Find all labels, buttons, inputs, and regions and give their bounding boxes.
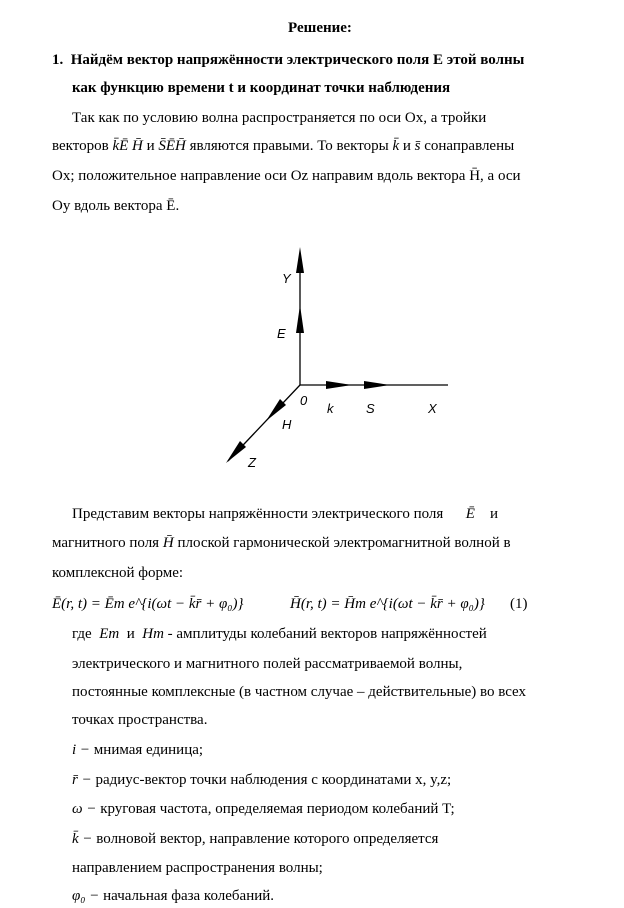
- e-arrowhead: [296, 305, 304, 333]
- label-h: H: [282, 417, 292, 432]
- label-origin: 0: [300, 393, 308, 408]
- para1-line2: векторов k̄Ē H̄ и S̄ĒH̄ являются правыми. То векторы k̄ и s̄ сонаправлены: [52, 138, 515, 154]
- para2-line1: Представим векторы напряжённости электрического поля Ē и: [72, 506, 498, 522]
- def-omega: ω − круговая частота, определяемая периодом колебаний T;: [72, 801, 455, 817]
- label-e: E: [277, 326, 286, 341]
- label-z: Z: [248, 455, 256, 470]
- para2-line2: магнитного поля H̄ плоской гармонической электромагнитной волной в: [52, 535, 511, 551]
- formula-right: H̄(r, t) = H̄m e^{i(ωt − k̄r̄ + φ₀)}: [290, 596, 485, 612]
- section-title-line2: как функцию времени t и координат точки наблюдения: [72, 80, 451, 96]
- para2-line3: комплексной форме:: [52, 565, 184, 581]
- def-k-line1: k̄ − волновой вектор, направление которого определяется: [72, 831, 439, 847]
- k-arrowhead: [326, 381, 352, 389]
- solution-heading: Решение:: [288, 20, 352, 36]
- axes-figure: [200, 235, 460, 475]
- para3-line2: электрического и магнитного полей рассматриваемой волны,: [72, 656, 463, 672]
- para3-line1: где Em и Hm - амплитуды колебаний векторов напряжённостей: [72, 626, 487, 642]
- formula-left: Ē(r, t) = Ēm e^{i(ωt − k̄r̄ + φ₀)}: [52, 596, 244, 612]
- formula-number: (1): [510, 596, 528, 612]
- def-k-line2: направлением распространения волны;: [72, 860, 323, 876]
- def-i: i − мнимая единица;: [72, 742, 204, 758]
- z-arrowhead: [226, 441, 246, 463]
- y-arrowhead: [296, 247, 304, 273]
- para1-line3: Ox; положительное направление оси Oz направим вдоль вектора H̄, а оси: [52, 168, 521, 184]
- def-r: r̄ − радиус-вектор точки наблюдения с координатами x, y,z;: [72, 772, 452, 788]
- para3-line4: точках пространства.: [72, 712, 208, 728]
- para3-line3: постоянные комплексные (в частном случае – действительные) во всех: [72, 684, 526, 700]
- label-x: X: [428, 401, 437, 416]
- para1-line1: Так как по условию волна распространяется по оси Ox, а тройки: [72, 110, 487, 126]
- label-y: Y: [282, 271, 291, 286]
- s-arrowhead: [364, 381, 390, 389]
- section-title-line1: 1. Найдём вектор напряжённости электрического поля E этой волны: [52, 52, 525, 68]
- def-phi: φ₀ − начальная фаза колебаний.: [72, 888, 275, 904]
- label-k: k: [327, 401, 334, 416]
- para1-line4: Oy вдоль вектора Ē.: [52, 198, 180, 214]
- label-s: S: [366, 401, 375, 416]
